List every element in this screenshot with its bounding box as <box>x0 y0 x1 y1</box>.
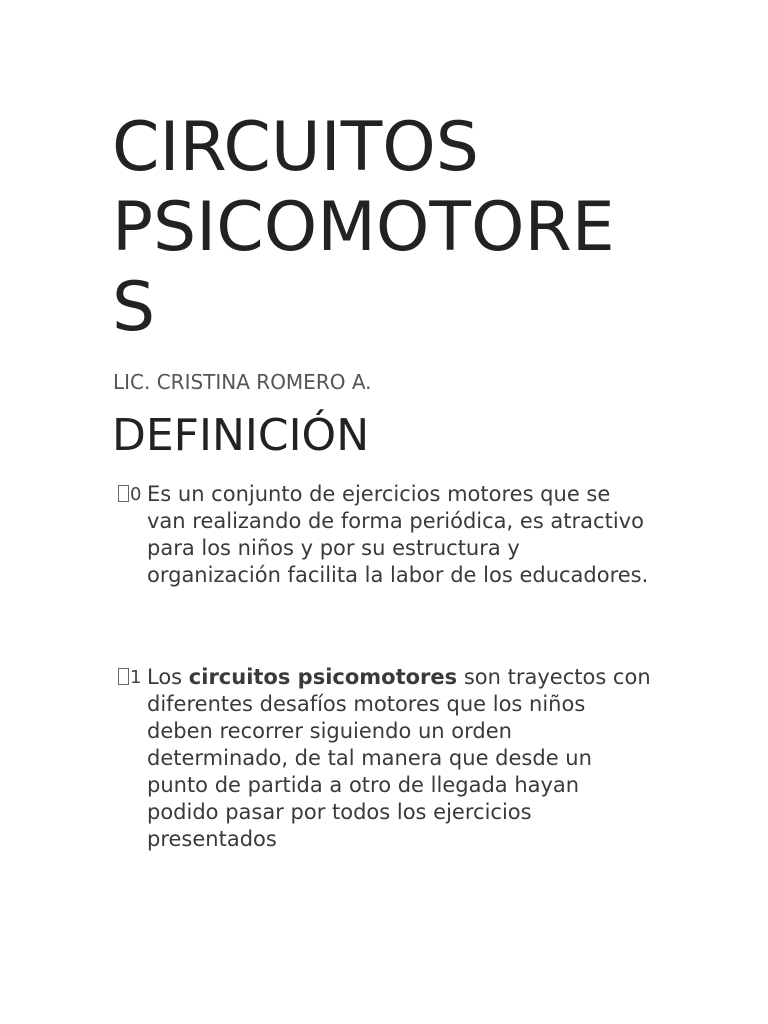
document-title <box>112 108 672 348</box>
bullet-text-emphasis: circuitos psicomotores <box>188 665 458 689</box>
section-heading: DEFINICIÓN <box>112 410 370 461</box>
bullet-text <box>147 664 652 853</box>
missing-glyph-icon <box>118 485 129 502</box>
bullet-marker <box>118 481 146 508</box>
bullet-marker-number: 1 <box>130 667 142 688</box>
missing-glyph-icon <box>118 668 129 685</box>
bullet-text: Es un conjunto de ejercicios motores que se van realizando de forma periódica, es atractivo para los niños y por su estructura y organización facilita la labor de los educadores. <box>147 482 649 587</box>
bullet-text-rest: son trayectos con diferentes desafíos motores que los niños deben recorrer siguiendo un orden determinado, de tal manera que desde un punto de partida a otro de llegada hayan podido pasar por todos los ejercicios presentados <box>147 665 651 851</box>
bullet-text-start: Los <box>147 665 189 689</box>
bullet-marker-number: 0 <box>130 484 142 505</box>
bullet-marker <box>118 664 146 691</box>
title-line-1: CIRCUITOS <box>112 108 479 187</box>
author-name: LIC. CRISTINA ROMERO A. <box>113 370 372 394</box>
title-line-2: PSICOMOTORE <box>112 188 615 267</box>
title-line-3: S <box>112 268 156 347</box>
